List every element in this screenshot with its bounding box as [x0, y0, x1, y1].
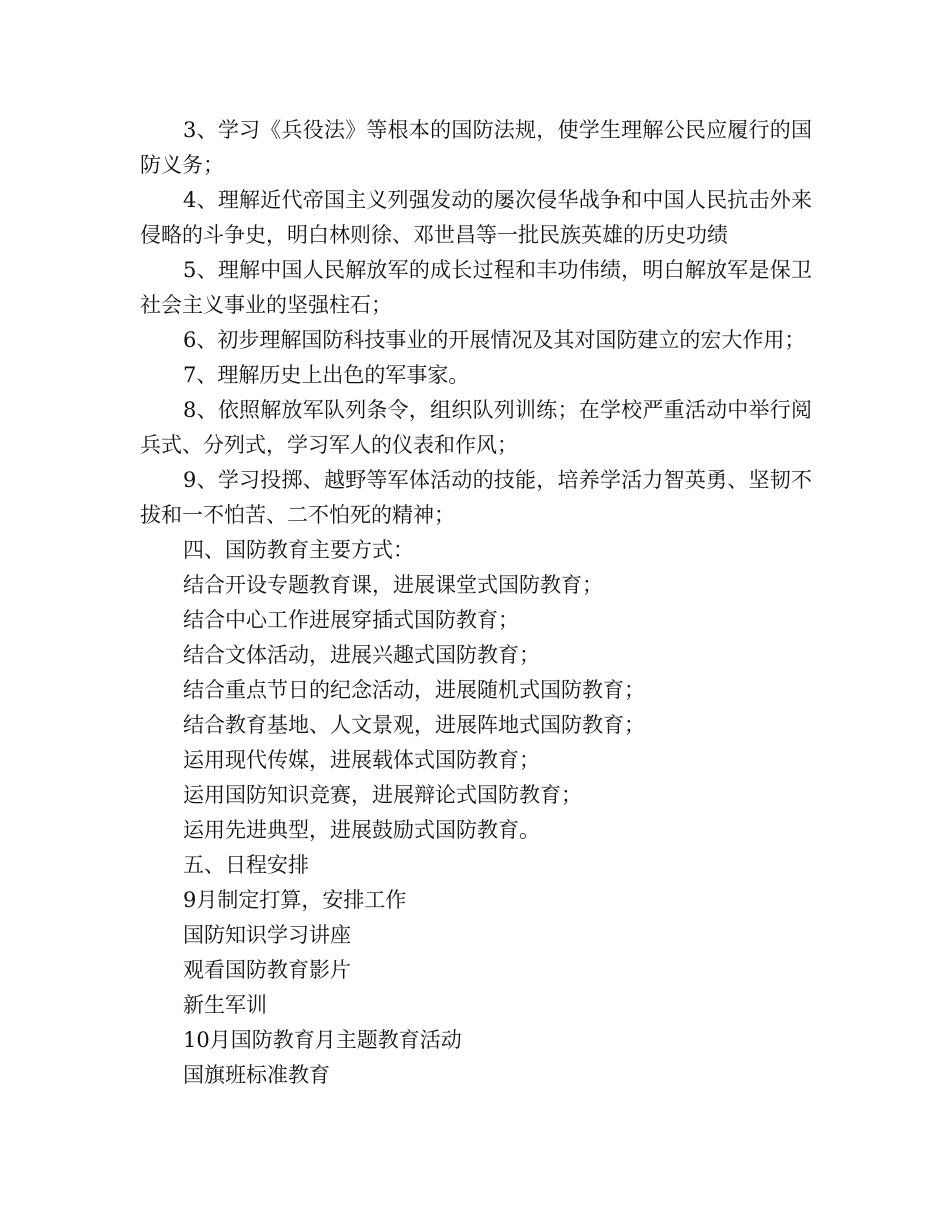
method-item: 结合文体活动，进展兴趣式国防教育； [183, 643, 540, 667]
schedule-item: 10月国防教育月主题教育活动 [183, 1028, 462, 1052]
method-item: 运用现代传媒，进展载体式国防教育； [183, 748, 540, 772]
schedule-item: 观看国防教育影片 [183, 958, 351, 982]
paragraph-item-7: 7、理解历史上出色的军事家。 [183, 363, 470, 387]
paragraph-item-4: 4、理解近代帝国主义列强发动的屡次侵华战争和中国人民抗击外来侵略的斗争史，明白林则徐、邓世昌等一批民族英雄的历史功绩 [140, 188, 812, 247]
schedule-item: 国旗班标准教育 [183, 1063, 330, 1087]
paragraph-item-6: 6、初步理解国防科技事业的开展情况及其对国防建立的宏大作用； [183, 328, 806, 352]
paragraph-item-9: 9、学习投掷、越野等军体活动的技能，培养学活力智英勇、坚韧不拔和一不怕苦、二不怕死的精神； [140, 468, 812, 527]
document-body [140, 113, 812, 1093]
method-item: 结合中心工作进展穿插式国防教育； [183, 608, 519, 632]
paragraph-item-8: 8、依照解放军队列条令，组织队列训练；在学校严重活动中举行阅兵式、分列式，学习军人的仪表和作风； [140, 398, 812, 457]
method-item: 运用国防知识竞赛，进展辩论式国防教育； [183, 783, 582, 807]
method-item: 结合教育基地、人文景观，进展阵地式国防教育； [183, 713, 645, 737]
section-heading-schedule: 五、日程安排 [183, 853, 309, 877]
schedule-item: 国防知识学习讲座 [183, 923, 351, 947]
schedule-item: 新生军训 [183, 993, 267, 1017]
paragraph-item-3: 3、学习《兵役法》等根本的国防法规，使学生理解公民应履行的国防义务； [140, 118, 812, 177]
method-item: 运用先进典型，进展鼓励式国防教育。 [183, 818, 540, 842]
section-heading-methods: 四、国防教育主要方式： [183, 538, 414, 562]
schedule-item: 9月制定打算，安排工作 [183, 888, 407, 912]
paragraph-item-5: 5、理解中国人民解放军的成长过程和丰功伟绩，明白解放军是保卫社会主义事业的坚强柱石； [140, 258, 812, 317]
method-item: 结合重点节日的纪念活动，进展随机式国防教育； [183, 678, 645, 702]
method-item: 结合开设专题教育课，进展课堂式国防教育； [183, 573, 603, 597]
